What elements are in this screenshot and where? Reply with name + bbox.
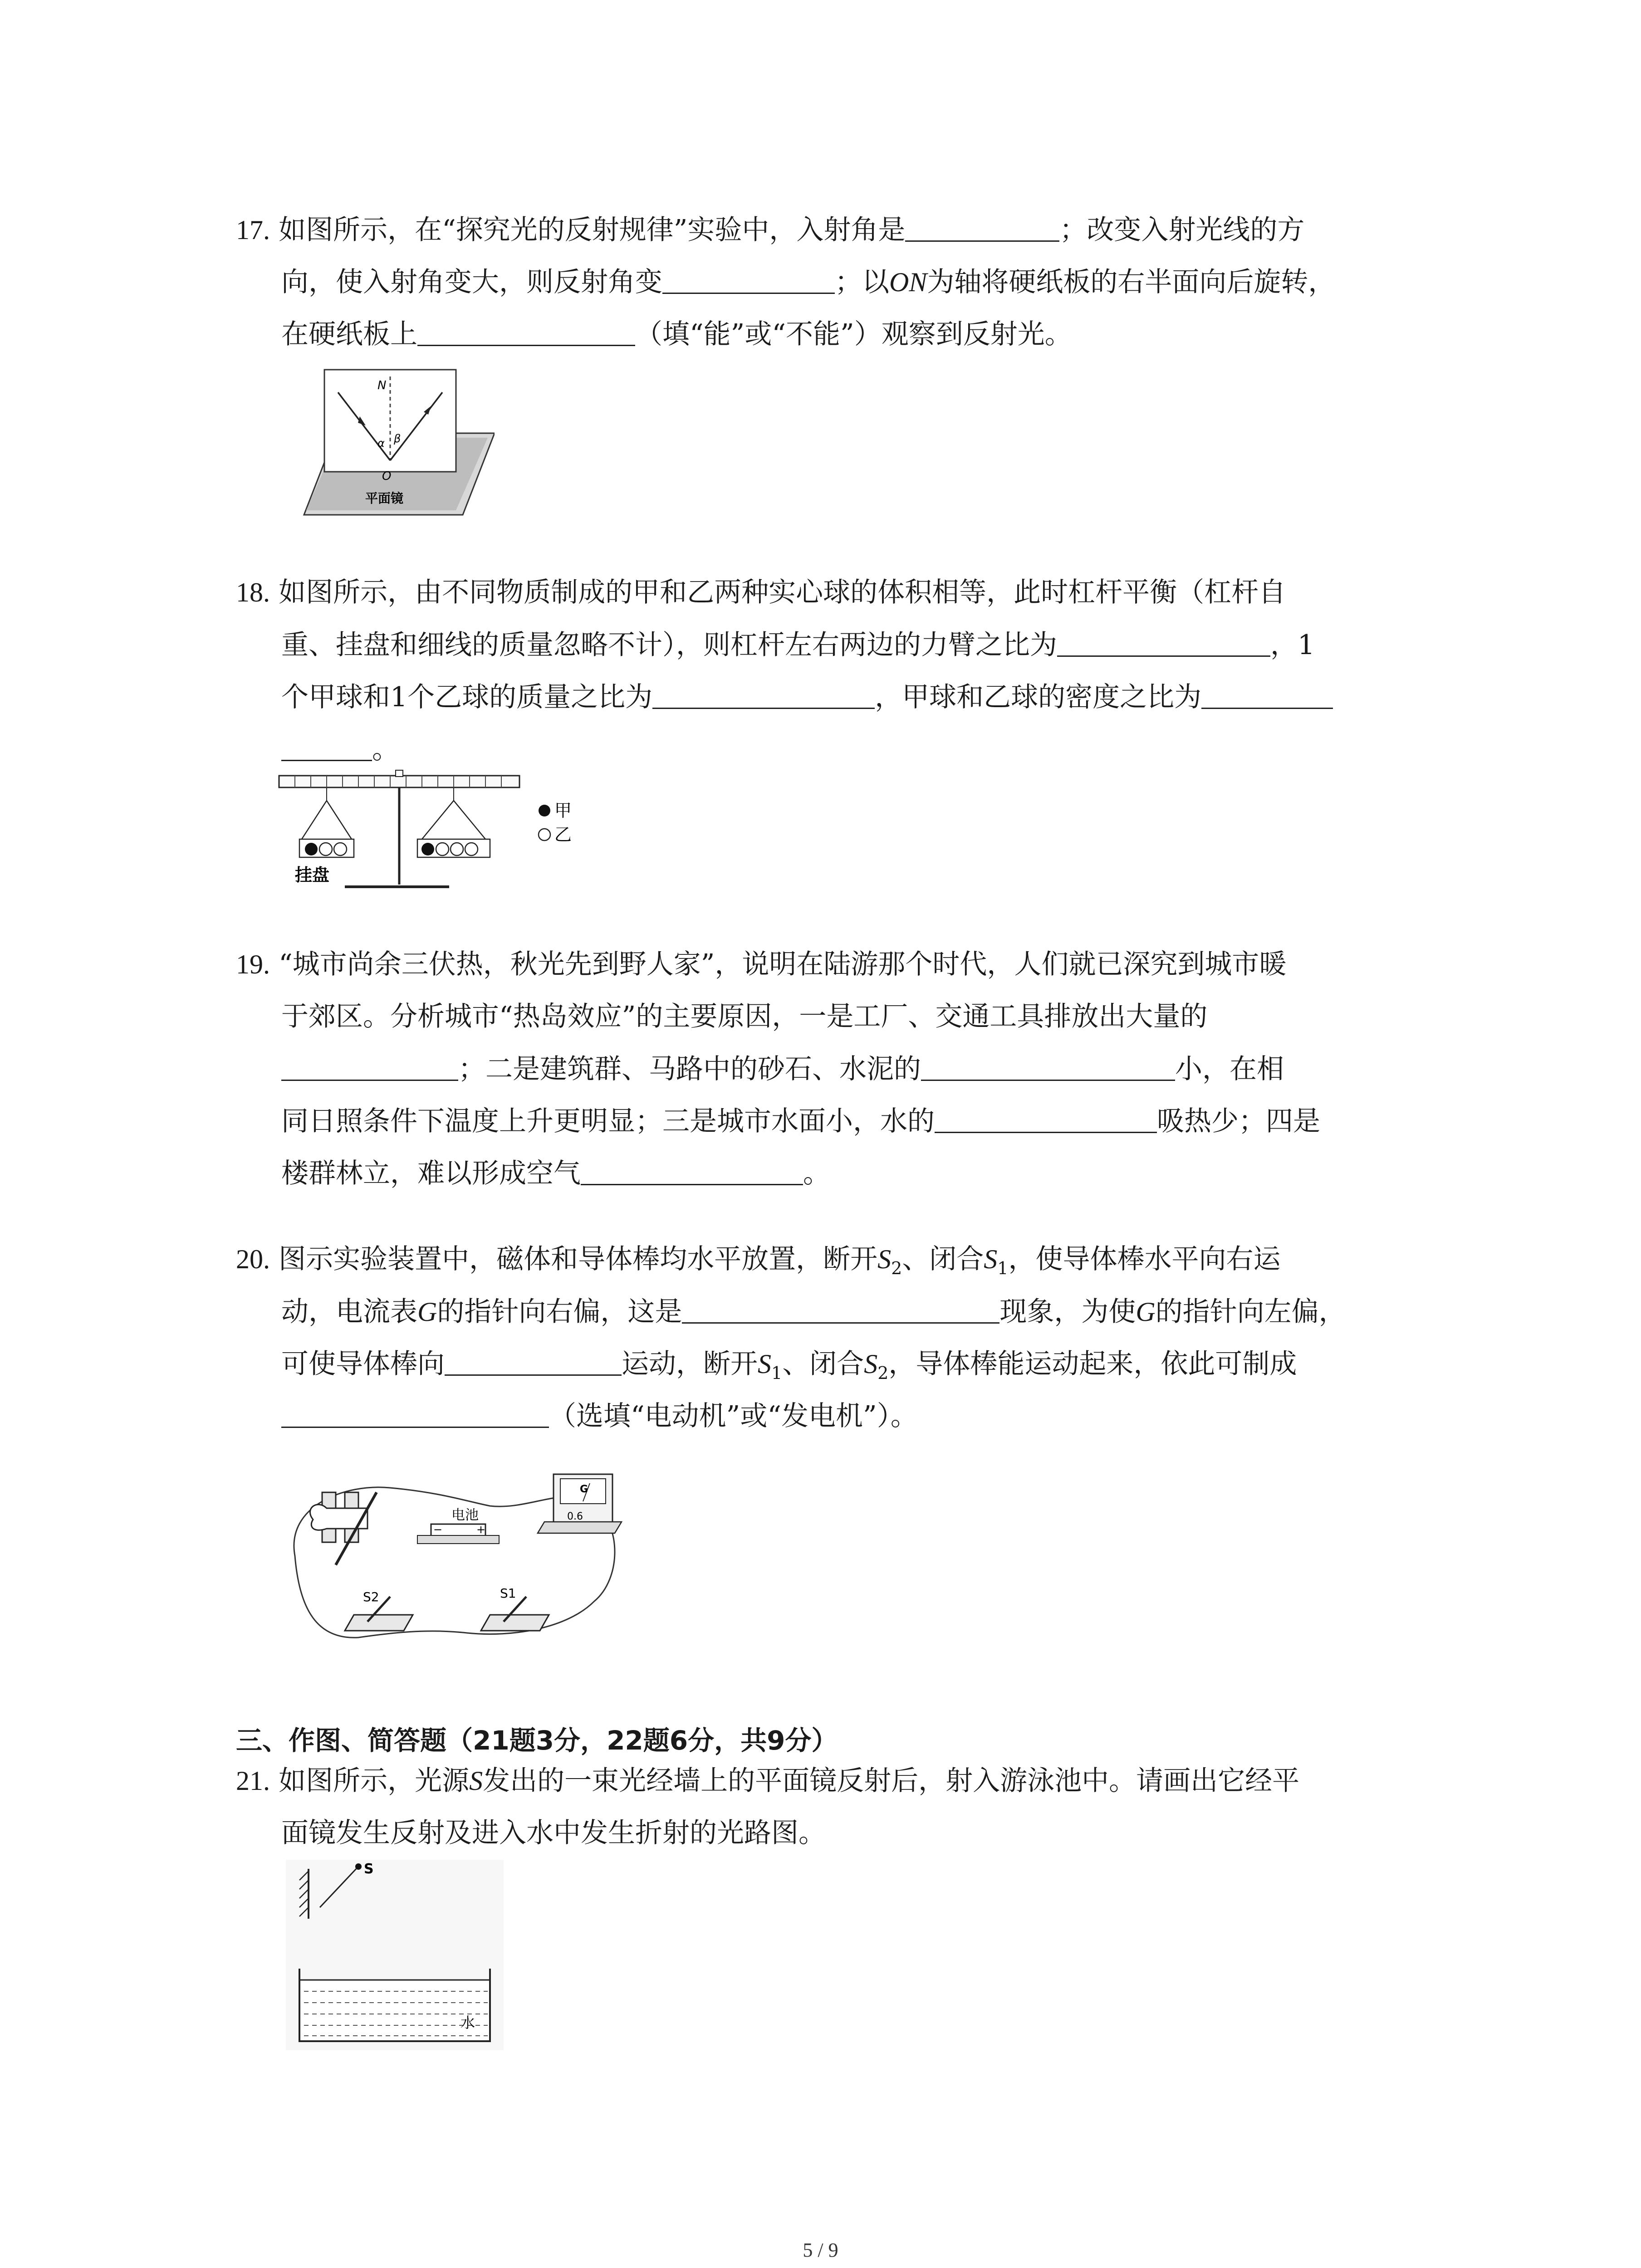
q20-text: 、闭合: [782, 1348, 864, 1380]
light-source-symbol: S: [469, 1766, 483, 1796]
switch-s1-symbol: S: [758, 1349, 771, 1379]
q20-text: 现象，为使: [999, 1296, 1136, 1328]
q18-text: ，甲球和乙球的密度之比为: [875, 681, 1202, 713]
q18-text: 如图所示，由不同物质制成的甲和乙两种实心球的体积相等，此时杠杆平衡（杠杆自: [279, 577, 1286, 608]
label-battery: 电池: [451, 1507, 479, 1523]
svg-text:−: −: [433, 1523, 443, 1536]
q20-text: 图示实验装置中，磁体和导体棒均水平放置，断开: [279, 1243, 878, 1275]
answer-blank[interactable]: [1057, 628, 1270, 657]
q20-line-4: [281, 1399, 918, 1432]
label-mirror: 平面镜: [365, 491, 404, 506]
ammeter-symbol: G: [417, 1297, 437, 1327]
switch-s1-symbol: S: [984, 1244, 998, 1274]
answer-blank[interactable]: [921, 1052, 1175, 1081]
subscript: 2: [877, 1363, 889, 1383]
q19-line-5: [281, 1157, 830, 1190]
q21-text: 面镜发生反射及进入水中发生折射的光路图。: [281, 1817, 826, 1849]
axis-label-on: ON: [889, 267, 927, 297]
subscript: 2: [891, 1258, 902, 1278]
label-n: N: [377, 379, 387, 392]
switch-s1: [481, 1615, 549, 1631]
q18-text: 重、挂盘和细线的质量忽略不计），则杠杆左右两边的力臂之比为: [281, 629, 1057, 661]
q20-line-3: [281, 1347, 1297, 1389]
q20-text: ，导体棒能运动起来，依此可制成: [888, 1348, 1297, 1380]
q17-text: ；改变入射光线的方: [1059, 214, 1305, 246]
label-o: O: [382, 469, 392, 483]
q19-text: 楼群林立，难以形成空气: [281, 1158, 581, 1189]
q20-text: 、闭合: [902, 1243, 984, 1275]
legend-yi-marker: [539, 829, 550, 841]
q18-text: 个甲球和1个乙球的质量之比为: [281, 681, 653, 713]
answer-blank[interactable]: [682, 1295, 999, 1324]
ball-yi: [436, 843, 449, 855]
answer-blank[interactable]: [1201, 680, 1333, 709]
label-alpha: α: [377, 437, 385, 450]
q20-line-2: [281, 1295, 1346, 1328]
answer-blank[interactable]: [417, 318, 635, 346]
q19-text: 小，在相: [1175, 1053, 1284, 1085]
q18-text: 。: [372, 733, 399, 765]
label-s2: S2: [363, 1589, 379, 1604]
q17-text: ；以: [835, 266, 889, 298]
q18-line-1: [236, 576, 1286, 609]
q19-line-1: [236, 948, 1286, 981]
q19-text: 吸热少；四是: [1157, 1105, 1320, 1137]
q19-text: 于郊区。分析城市“热岛效应”的主要原因，一是工厂、交通工具排放出大量的: [281, 1001, 1208, 1032]
legend-jia-marker: [539, 805, 550, 816]
water: [300, 1980, 489, 2040]
ball-jia: [305, 843, 318, 855]
legend-yi: 乙: [554, 825, 572, 845]
answer-blank[interactable]: [662, 265, 835, 294]
label-s1: S1: [500, 1586, 516, 1601]
q21-text: 如图所示，光源: [279, 1765, 470, 1797]
subscript: 1: [771, 1363, 783, 1383]
switch-s2-symbol: S: [877, 1244, 892, 1274]
q17-text: 在硬纸板上: [281, 318, 417, 350]
q20-text: （选填“电动机”或“发电机”）。: [549, 1400, 918, 1432]
q20-text: 动，电流表: [281, 1296, 417, 1328]
label-galvanometer: G: [580, 1484, 588, 1495]
svg-text:+: +: [476, 1523, 486, 1536]
q18-text: ，1: [1270, 629, 1315, 661]
subscript: 1: [997, 1258, 1009, 1278]
q21-line-2: [281, 1817, 826, 1849]
q21-figure-pool: [286, 1860, 504, 2050]
q19-text: 同日照条件下温度上升更明显；三是城市水面小，水的: [281, 1105, 935, 1137]
label-s: S: [364, 1861, 374, 1877]
label-scale: 0.6: [567, 1511, 583, 1522]
q21-line-1: [236, 1765, 1299, 1797]
q19-line-2: [281, 1000, 1207, 1033]
ball-yi: [319, 843, 332, 855]
answer-blank[interactable]: [281, 733, 372, 761]
q17-text: （填“能”或“不能”）观察到反射光。: [635, 318, 1072, 350]
answer-blank[interactable]: [281, 1052, 458, 1081]
ball-jia: [421, 843, 434, 855]
question-number: 19.: [236, 949, 270, 979]
q17-text: 向，使入射角变大，则反射角变: [281, 266, 662, 298]
q20-text: 的指针向右偏，这是: [437, 1296, 682, 1328]
question-number: 20.: [236, 1244, 270, 1274]
answer-blank[interactable]: [445, 1347, 622, 1376]
answer-blank[interactable]: [281, 1399, 549, 1428]
ammeter-symbol: G: [1136, 1297, 1156, 1327]
answer-blank[interactable]: [905, 213, 1059, 242]
ball-yi: [334, 843, 347, 855]
answer-blank[interactable]: [935, 1105, 1157, 1133]
q20-text: 运动，断开: [622, 1348, 758, 1380]
switch-s2: [345, 1615, 413, 1631]
question-number: 18.: [236, 577, 270, 607]
q19-text: 。: [803, 1158, 830, 1189]
q19-text: ；二是建筑群、马路中的砂石、水泥的: [458, 1053, 921, 1085]
page-number: 5 / 9: [803, 2239, 838, 2261]
q20-text: 的指针向左偏，: [1155, 1296, 1346, 1328]
q17-line-1: [236, 213, 1304, 246]
q20-line-1: [236, 1243, 1280, 1285]
q19-line-3: [281, 1052, 1284, 1085]
q18-line-3: [281, 680, 1333, 714]
q17-text: 为轴将硬纸板的右半面向后旋转，: [927, 266, 1336, 298]
q19-text: “城市尚余三伏热，秋光先到野人家”，说明在陆游那个时代，人们就已深究到城市暖: [279, 948, 1287, 980]
ball-yi: [451, 843, 463, 855]
section-heading: 三、作图、简答题（21题3分，22题6分，共9分）: [236, 1725, 838, 1756]
q17-text: 如图所示，在“探究光的反射规律”实验中，入射角是: [279, 214, 906, 246]
switch-s2-symbol: S: [864, 1349, 878, 1379]
label-pan: 挂盘: [295, 865, 330, 885]
q20-text: ，使导体棒水平向右运: [1008, 1243, 1281, 1275]
q20-figure-circuit: [277, 1465, 640, 1660]
light-source: [355, 1863, 362, 1870]
ball-yi: [465, 843, 478, 855]
q17-figure-reflection-setup: [277, 358, 495, 531]
q18-line-2: [281, 628, 1315, 661]
legend-jia: 甲: [554, 801, 572, 821]
label-beta: β: [394, 432, 401, 445]
q17-line-2: [281, 265, 1335, 298]
q20-text: 可使导体棒向: [281, 1348, 445, 1380]
question-number: 21.: [236, 1766, 270, 1796]
label-water: 水: [460, 2014, 475, 2031]
q18-figure-lever: [277, 762, 622, 898]
lever-bar: [279, 776, 519, 787]
q21-text: 发出的一束光经墙上的平面镜反射后，射入游泳池中。请画出它经平: [483, 1765, 1300, 1797]
q18-line-4: [281, 733, 399, 766]
answer-blank[interactable]: [652, 680, 875, 709]
q17-line-3: [281, 318, 1072, 351]
question-number: 17.: [236, 215, 270, 245]
q19-line-4: [281, 1105, 1320, 1138]
answer-blank[interactable]: [581, 1157, 803, 1185]
